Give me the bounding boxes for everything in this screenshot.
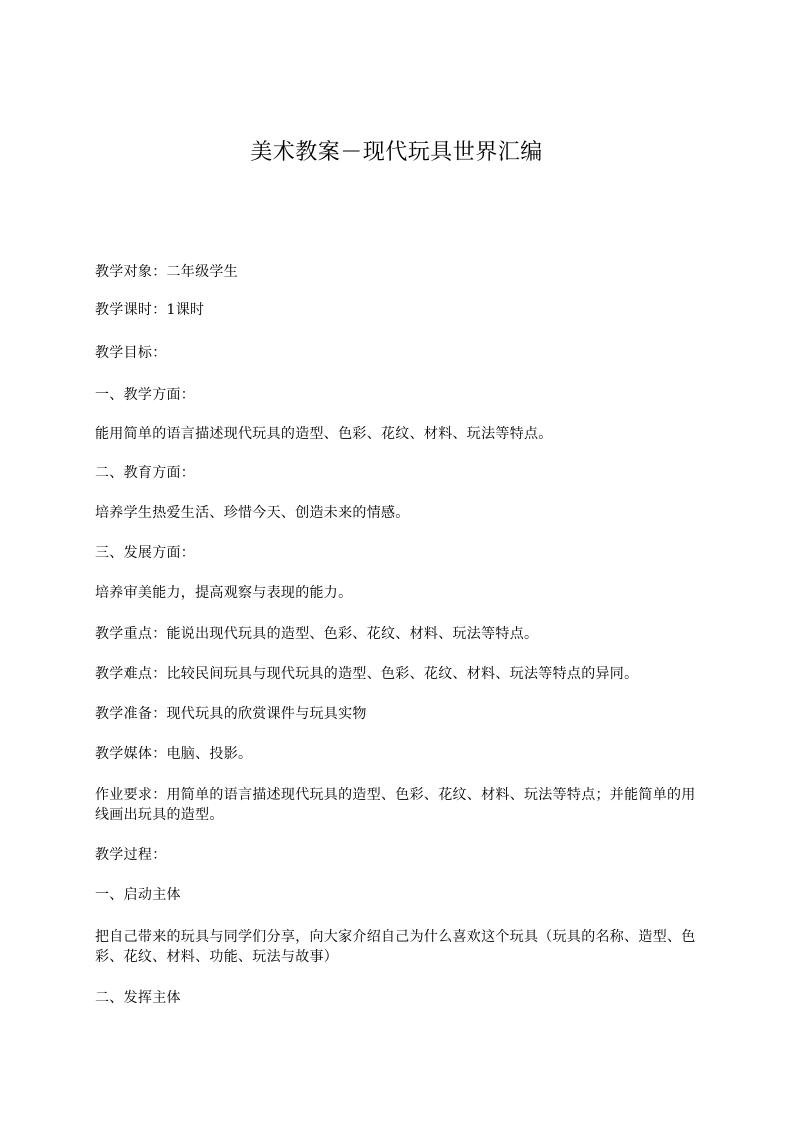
paragraph-media: 教学媒体：电脑、投影。 (95, 746, 253, 762)
paragraph-goal-2-heading: 二、教育方面： (95, 465, 196, 481)
paragraph-goal-1-heading: 一、教学方面： (95, 387, 196, 403)
paragraph-homework: 作业要求：用简单的语言描述现代玩具的造型、色彩、花纹、材料、玩法等特点；并能简单的用线画出玩具的造型。 (95, 787, 696, 823)
paragraph-difficult-points: 教学难点：比较民间玩具与现代玩具的造型、色彩、花纹、材料、玩法等特点的异同。 (95, 666, 639, 682)
paragraph-step-1-text: 把自己带来的玩具与同学们分享，向大家介绍自己为什么喜欢这个玩具（玩具的名称、造型、色彩、花纹、材料、功能、玩法与故事） (95, 929, 696, 965)
paragraph-key-points: 教学重点：能说出现代玩具的造型、色彩、花纹、材料、玩法等特点。 (95, 626, 539, 642)
paragraph-teaching-target: 教学对象：二年级学生 (95, 264, 238, 280)
paragraph-goal-1-text: 能用简单的语言描述现代玩具的造型、色彩、花纹、材料、玩法等特点。 (95, 426, 553, 442)
paragraph-goal-3-text: 培养审美能力，提高观察与表现的能力。 (95, 585, 353, 601)
paragraph-process: 教学过程： (95, 847, 167, 863)
paragraph-goal-3-heading: 三、发展方面： (95, 545, 196, 561)
paragraph-class-hours: 教学课时：1课时 (95, 302, 205, 318)
document-title: 美术教案－现代玩具世界汇编 (250, 140, 543, 165)
paragraph-teaching-goals: 教学目标： (95, 345, 167, 361)
paragraph-step-1-heading: 一、启动主体 (95, 887, 181, 903)
paragraph-step-2-heading: 二、发挥主体 (95, 990, 181, 1006)
paragraph-goal-2-text: 培养学生热爱生活、珍惜今天、创造未来的情感。 (95, 505, 410, 521)
paragraph-preparation: 教学准备：现代玩具的欣赏课件与玩具实物 (95, 706, 367, 722)
